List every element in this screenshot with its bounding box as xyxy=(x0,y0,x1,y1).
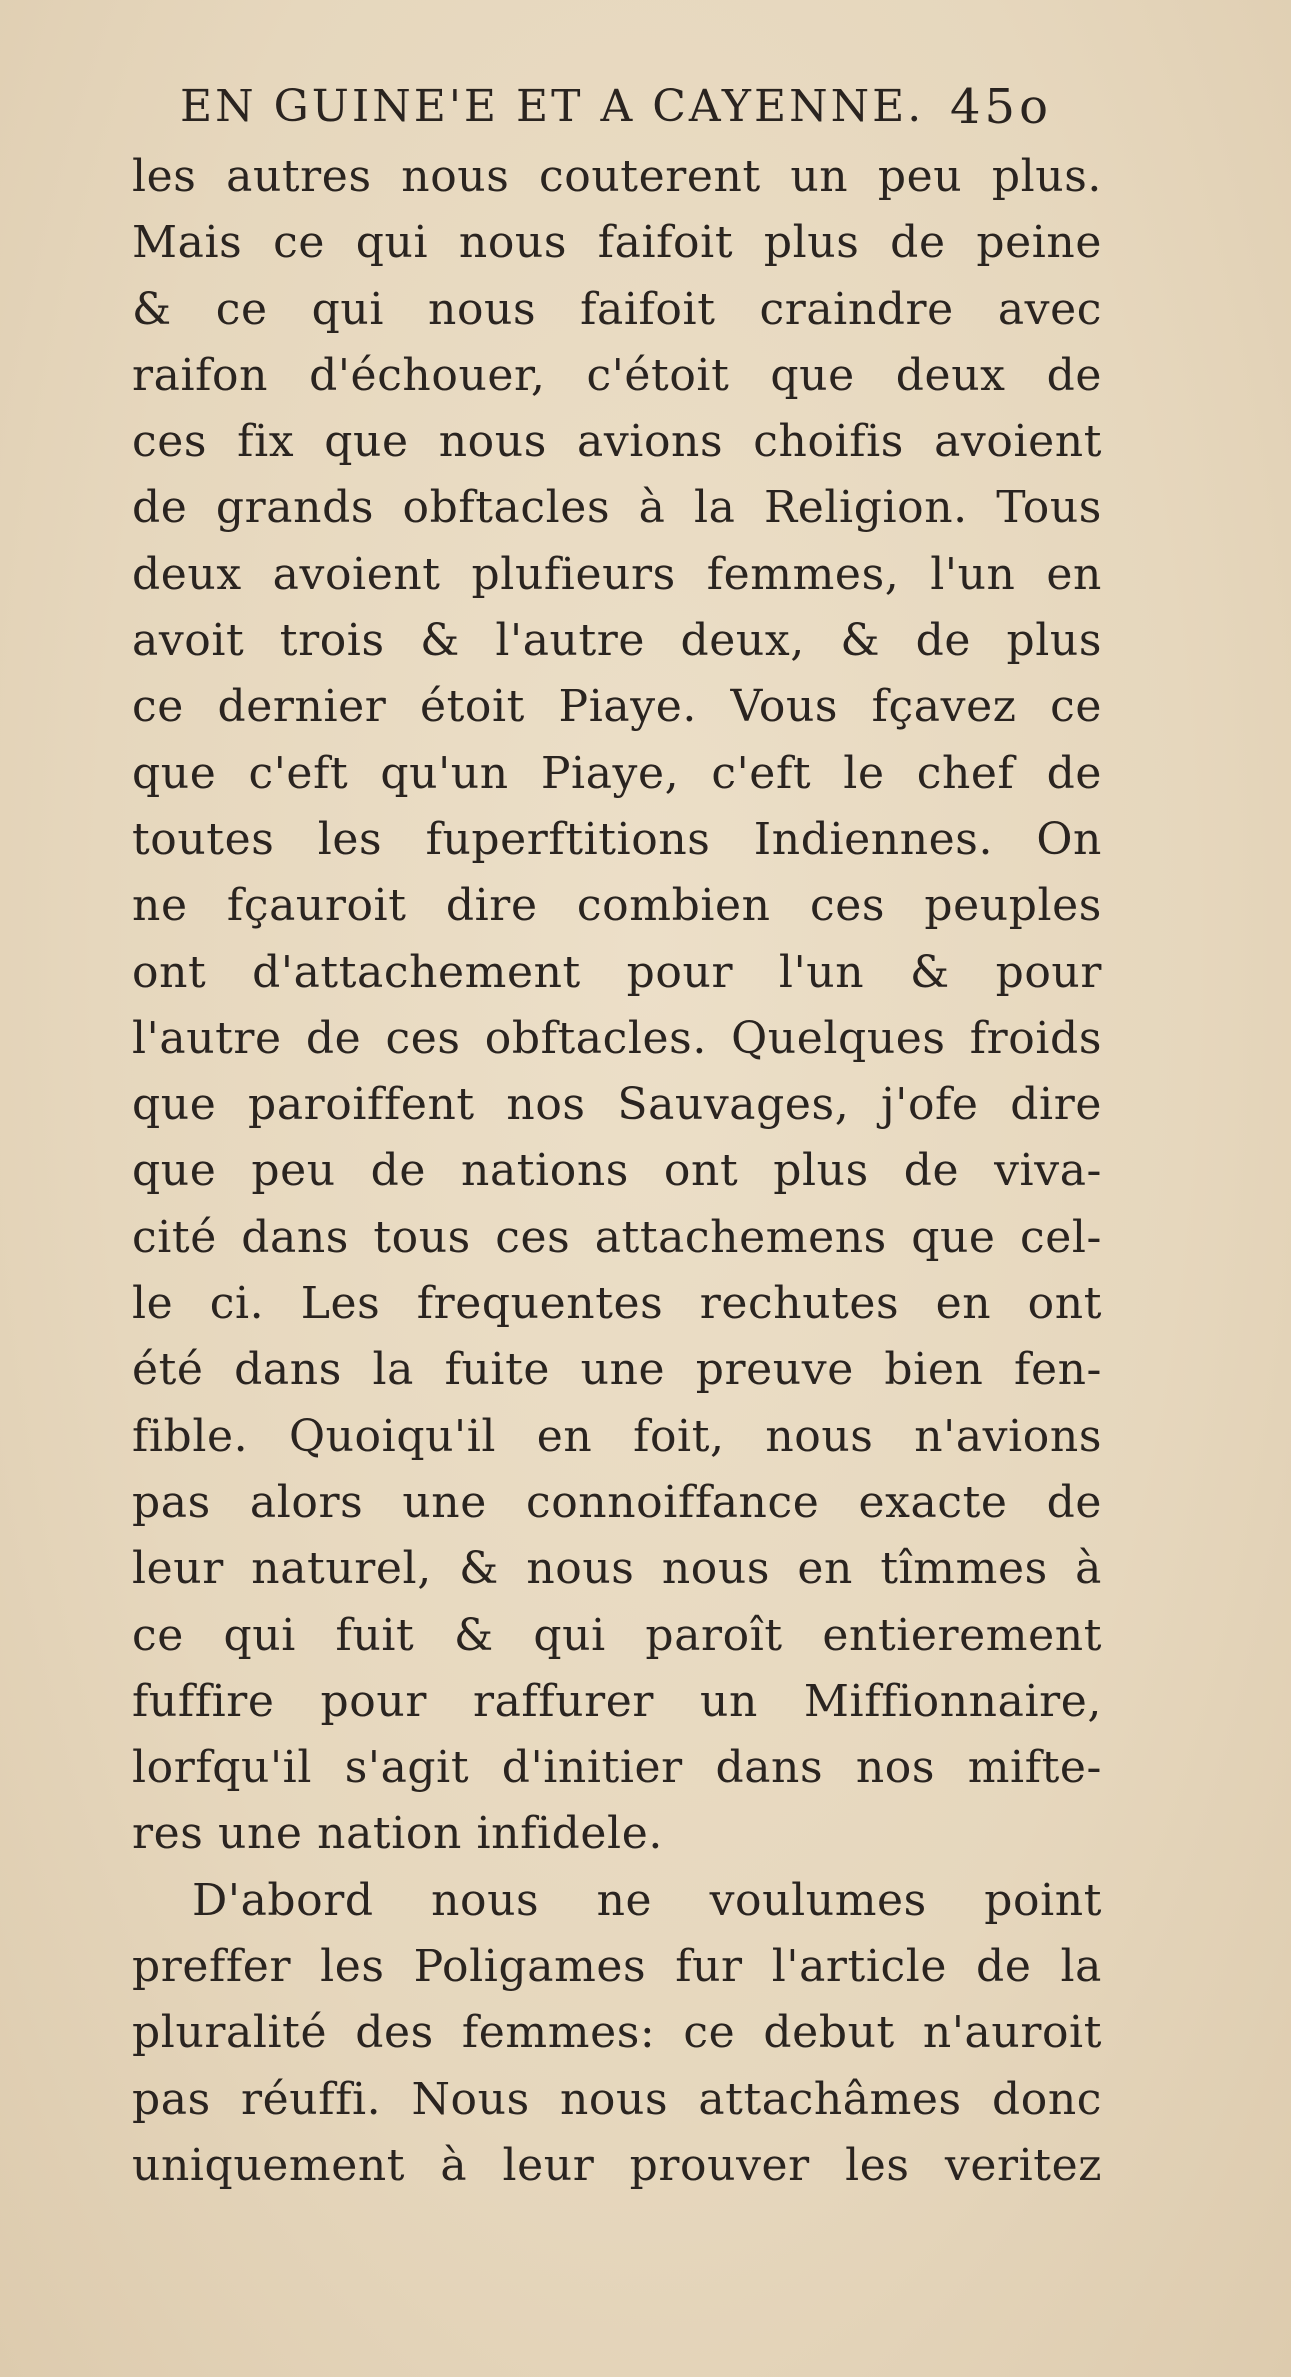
text-line: ont d'attachement pour l'un & pour xyxy=(132,946,1102,998)
text-line: l'autre de ces obftacles. Quelques froids xyxy=(132,1012,1102,1064)
text-line: ce qui fuit & qui paroît entierement xyxy=(132,1609,1102,1661)
paragraph-end-line: res une nation infidele. xyxy=(132,1808,663,1860)
text-line: avoit trois & l'autre deux, & de plus xyxy=(132,615,1102,667)
text-line: fible. Quoiqu'il en foit, nous n'avions xyxy=(132,1410,1102,1462)
text-line: de grands obftacles à la Religion. Tous xyxy=(132,482,1102,534)
running-head: EN GUINE'E ET A CAYENNE. xyxy=(180,81,925,132)
text-line: leur naturel, & nous nous en tîmmes à xyxy=(132,1543,1102,1595)
text-line: été dans la fuite une preuve bien fen- xyxy=(132,1344,1102,1396)
page-header xyxy=(150,72,1090,142)
text-line: & ce qui nous faifoit craindre avec xyxy=(132,283,1102,335)
text-line: le ci. Les frequentes rechutes en ont xyxy=(132,1278,1102,1330)
body-text xyxy=(132,144,1102,2199)
text-line: ces fix que nous avions choifis avoient xyxy=(132,416,1102,468)
page-number: 45o xyxy=(950,79,1052,135)
text-line: fuffire pour raffurer un Miffionnaire, xyxy=(132,1675,1102,1727)
text-line: que paroiffent nos Sauvages, j'ofe dire xyxy=(132,1079,1102,1131)
text-line: les autres nous couterent un peu plus. xyxy=(132,151,1102,202)
text-line: deux avoient plufieurs femmes, l'un en xyxy=(132,548,1102,600)
text-line: que peu de nations ont plus de viva- xyxy=(132,1145,1102,1197)
text-line: ne fçauroit dire combien ces peuples xyxy=(132,880,1102,932)
text-line: ce dernier étoit Piaye. Vous fçavez ce xyxy=(132,681,1102,733)
text-line: uniquement à leur prouver les veritez xyxy=(132,2139,1102,2191)
text-line: cité dans tous ces attachemens que cel- xyxy=(132,1211,1102,1263)
text-line: pas alors une connoiffance exacte de xyxy=(132,1476,1102,1528)
text-line: preffer les Poligames fur l'article de la xyxy=(132,1941,1102,1993)
text-line: toutes les fuperftitions Indiennes. On xyxy=(132,813,1102,865)
text-line: Mais ce qui nous faifoit plus de peine xyxy=(132,217,1102,269)
text-line: pluralité des femmes: ce debut n'auroit xyxy=(132,2007,1102,2059)
paragraph-start-line: D'abord nous ne voulumes point xyxy=(192,1874,1102,1926)
text-line: lorfqu'il s'agit d'initier dans nos mifte- xyxy=(132,1742,1102,1794)
text-line: pas réuffi. Nous nous attachâmes donc xyxy=(132,2073,1102,2125)
text-line: raifon d'échouer, c'étoit que deux de xyxy=(132,349,1102,401)
text-line: que c'eft qu'un Piaye, c'eft le chef de xyxy=(132,747,1102,799)
